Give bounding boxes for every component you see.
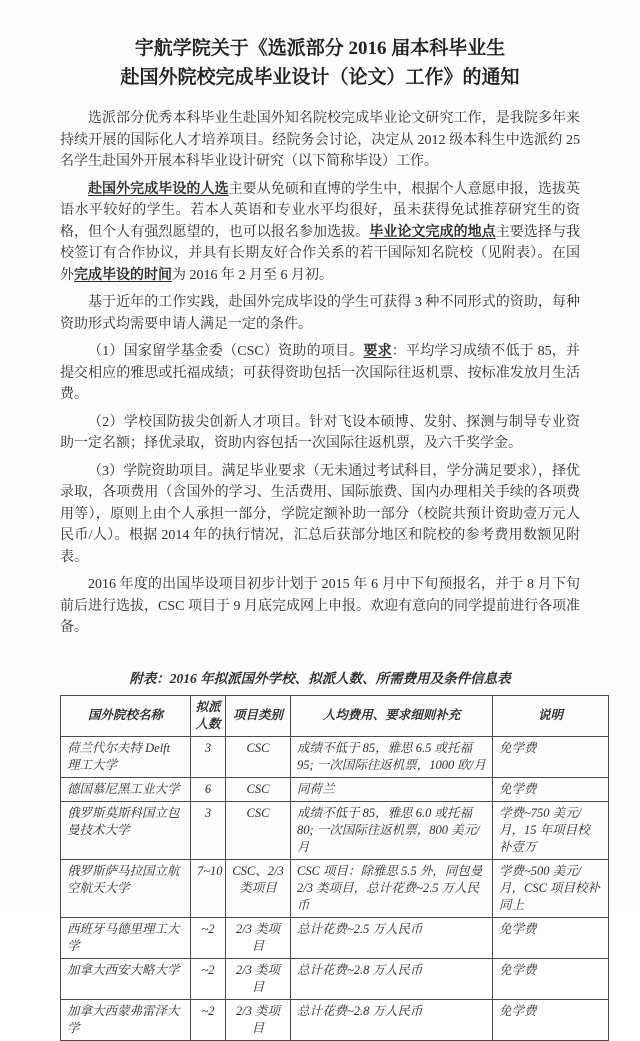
column-header-notes: 说明 <box>493 695 609 736</box>
cell-school-name: 西班牙马德里理工大学 <box>61 917 191 958</box>
paragraph-funding-school-program: （2）学校国防拔尖创新人才项目。针对飞设本硕博、发射、探测与制导专业资助一定名额；择优录取，资助内容包括一次国际往返机票，及六千奖学金。 <box>60 414 580 451</box>
cell-notes: 学费~500 美元/月，CSC 项目校补同上 <box>493 859 609 917</box>
cell-school-name: 加拿大西蒙弗雷泽大学 <box>61 999 191 1040</box>
text-segment: ：平均学习成绩不低于 85，并提交相应的雅思或托福成绩；可获得资助包括一次国际往返机票、按标准发放月生活费。 <box>60 344 581 402</box>
cell-cost-details: 成绩不低于 85，雅思 6.5 或托福 95; 一次国际往返机票，1000 欧/月 <box>291 736 493 777</box>
paragraph-intro: 选派部分优秀本科毕业生赴国外知名院校完成毕业论文研究工作，是我院多年来持续开展的国际化人才培养项目。经院务会讨论，决定从 2012 级本科生中选派约 25 名学生赴国外开展本科毕业设计研究（以下简称毕设）工作。 <box>60 111 580 169</box>
cell-program-type: 2/3 类项目 <box>226 917 291 958</box>
table-row-simon-fraser <box>61 999 609 1040</box>
attachment-table-caption: 附表：2016 年拟派国外学校、拟派人数、所需费用及条件信息表 <box>129 670 511 686</box>
cell-headcount: 7~10 <box>191 859 226 917</box>
cell-school-name: 俄罗斯莫斯科国立包曼技术大学 <box>61 801 191 859</box>
text-segment: 为 2016 年 2 月至 6 月初。 <box>172 267 333 283</box>
cell-notes: 学费~750 美元/月，15 年项目校补壹万 <box>493 801 609 859</box>
table-row-madrid <box>61 917 609 958</box>
table-row-samara <box>61 859 609 917</box>
table-row-western-ontario <box>61 958 609 999</box>
cell-notes: 免学费 <box>493 777 609 801</box>
title-line-2: 赴国外院校完成毕业设计（论文）工作》的通知 <box>120 67 520 88</box>
cell-school-name: 德国慕尼黑工业大学 <box>61 777 191 801</box>
paragraph-funding-college-program: （3）学院资助项目。满足毕业要求（无未通过考试科目，学分满足要求），择优录取，各项费用（含国外的学习、生活费用、国际旅费、国内办理相关手续的各项费用等），原则上由个人承担一部分，学院定额补助一部分（校院共预计资助壹万元人民币/人）。根据 2014 年的执行情况，汇总后获部分地区和院校的参考费用数额见附表。 <box>60 463 580 565</box>
cell-headcount: ~2 <box>191 958 226 999</box>
cell-school-name: 加拿大西安大略大学 <box>61 958 191 999</box>
cell-program-type: 2/3 类项目 <box>226 958 291 999</box>
column-header-cost-details: 人均费用、要求细则补充 <box>291 695 493 736</box>
column-header-school-name: 国外院校名称 <box>61 695 191 736</box>
text-segment: （1）国家留学基金委（CSC）资助的项目。 <box>88 344 364 359</box>
cell-headcount: 6 <box>191 777 226 801</box>
text-segment: 主要从免硕和直博的学生中，根据个人意愿申报，选拔英语水平较好的学生。若本人英语和专业水平均很好，虽未获得免试推荐研究生的资格，但个人有强烈愿望的，也可以报名参加选拔。 <box>60 181 581 240</box>
cell-notes: 免学费 <box>493 999 609 1040</box>
cell-cost-details: 总计花费~2.8 万人民币 <box>291 958 493 999</box>
cell-cost-details: 同荷兰 <box>291 777 493 801</box>
cell-program-type: CSC <box>226 801 291 859</box>
cell-headcount: 3 <box>191 801 226 859</box>
cell-cost-details: CSC 项目：除雅思 5.5 外，同包曼 2/3 类项目，总计花费~2.5 万人民币 <box>291 859 493 917</box>
title-line-1: 宇航学院关于《选派部分 2016 届本科毕业生 <box>134 38 506 59</box>
cell-school-name: 俄罗斯萨马拉国立航空航天大学 <box>61 859 191 917</box>
document-body <box>60 108 580 639</box>
document-title <box>60 34 580 92</box>
emphasis-requirement: 要求 <box>363 344 392 359</box>
cell-notes: 免学费 <box>493 736 609 777</box>
cell-cost-details: 成绩不低于 85，雅思 6.0 或托福 80; 一次国际往返机票，800 美元/月 <box>291 801 493 859</box>
paragraph-funding-csc <box>60 341 580 406</box>
cell-cost-details: 总计花费~2.8 万人民币 <box>291 999 493 1040</box>
emphasis-completion-time: 完成毕设的时间 <box>74 267 172 283</box>
cell-notes: 免学费 <box>493 958 609 999</box>
column-header-program-type: 项目类别 <box>226 695 291 736</box>
emphasis-candidate-selection: 赴国外完成毕设的人选 <box>88 181 229 197</box>
cell-cost-details: 总计花费~2.5 万人民币 <box>291 917 493 958</box>
cell-headcount: 3 <box>191 736 226 777</box>
cell-headcount: ~2 <box>191 917 226 958</box>
emphasis-thesis-location: 毕业论文完成的地点 <box>369 224 496 240</box>
cell-notes: 免学费 <box>493 917 609 958</box>
table-row-delft <box>61 736 609 777</box>
text-segment: 主要选择与我校签订有合作协议，并具有长期友好合作关系的若干国际知名院校（见附表）。在国外 <box>60 224 581 283</box>
table-row-bauman <box>61 801 609 859</box>
cell-headcount: ~2 <box>191 999 226 1040</box>
table-header-row <box>61 695 609 736</box>
paragraph-selection-criteria <box>60 179 580 287</box>
cell-program-type: CSC <box>226 777 291 801</box>
cell-school-name: 荷兰代尔夫特 Delft 理工大学 <box>61 736 191 777</box>
table-row-munich <box>61 777 609 801</box>
paragraph-funding-overview: 基于近年的工作实践，赴国外完成毕设的学生可获得 3 种不同形式的资助，每种资助形式均需要申请人满足一定的条件。 <box>60 295 580 332</box>
cell-program-type: CSC、2/3 类项目 <box>226 859 291 917</box>
cell-program-type: CSC <box>226 736 291 777</box>
column-header-headcount: 拟派人数 <box>191 695 226 736</box>
schools-info-table <box>60 695 609 1041</box>
cell-program-type: 2/3 类项目 <box>226 999 291 1040</box>
paragraph-schedule: 2016 年度的出国毕设项目初步计划于 2015 年 6 月中下旬预报名，并于 8 月下旬前后进行选拔，CSC 项目于 9 月底完成网上申报。欢迎有意向的同学提前进行各项准备。 <box>60 577 580 635</box>
